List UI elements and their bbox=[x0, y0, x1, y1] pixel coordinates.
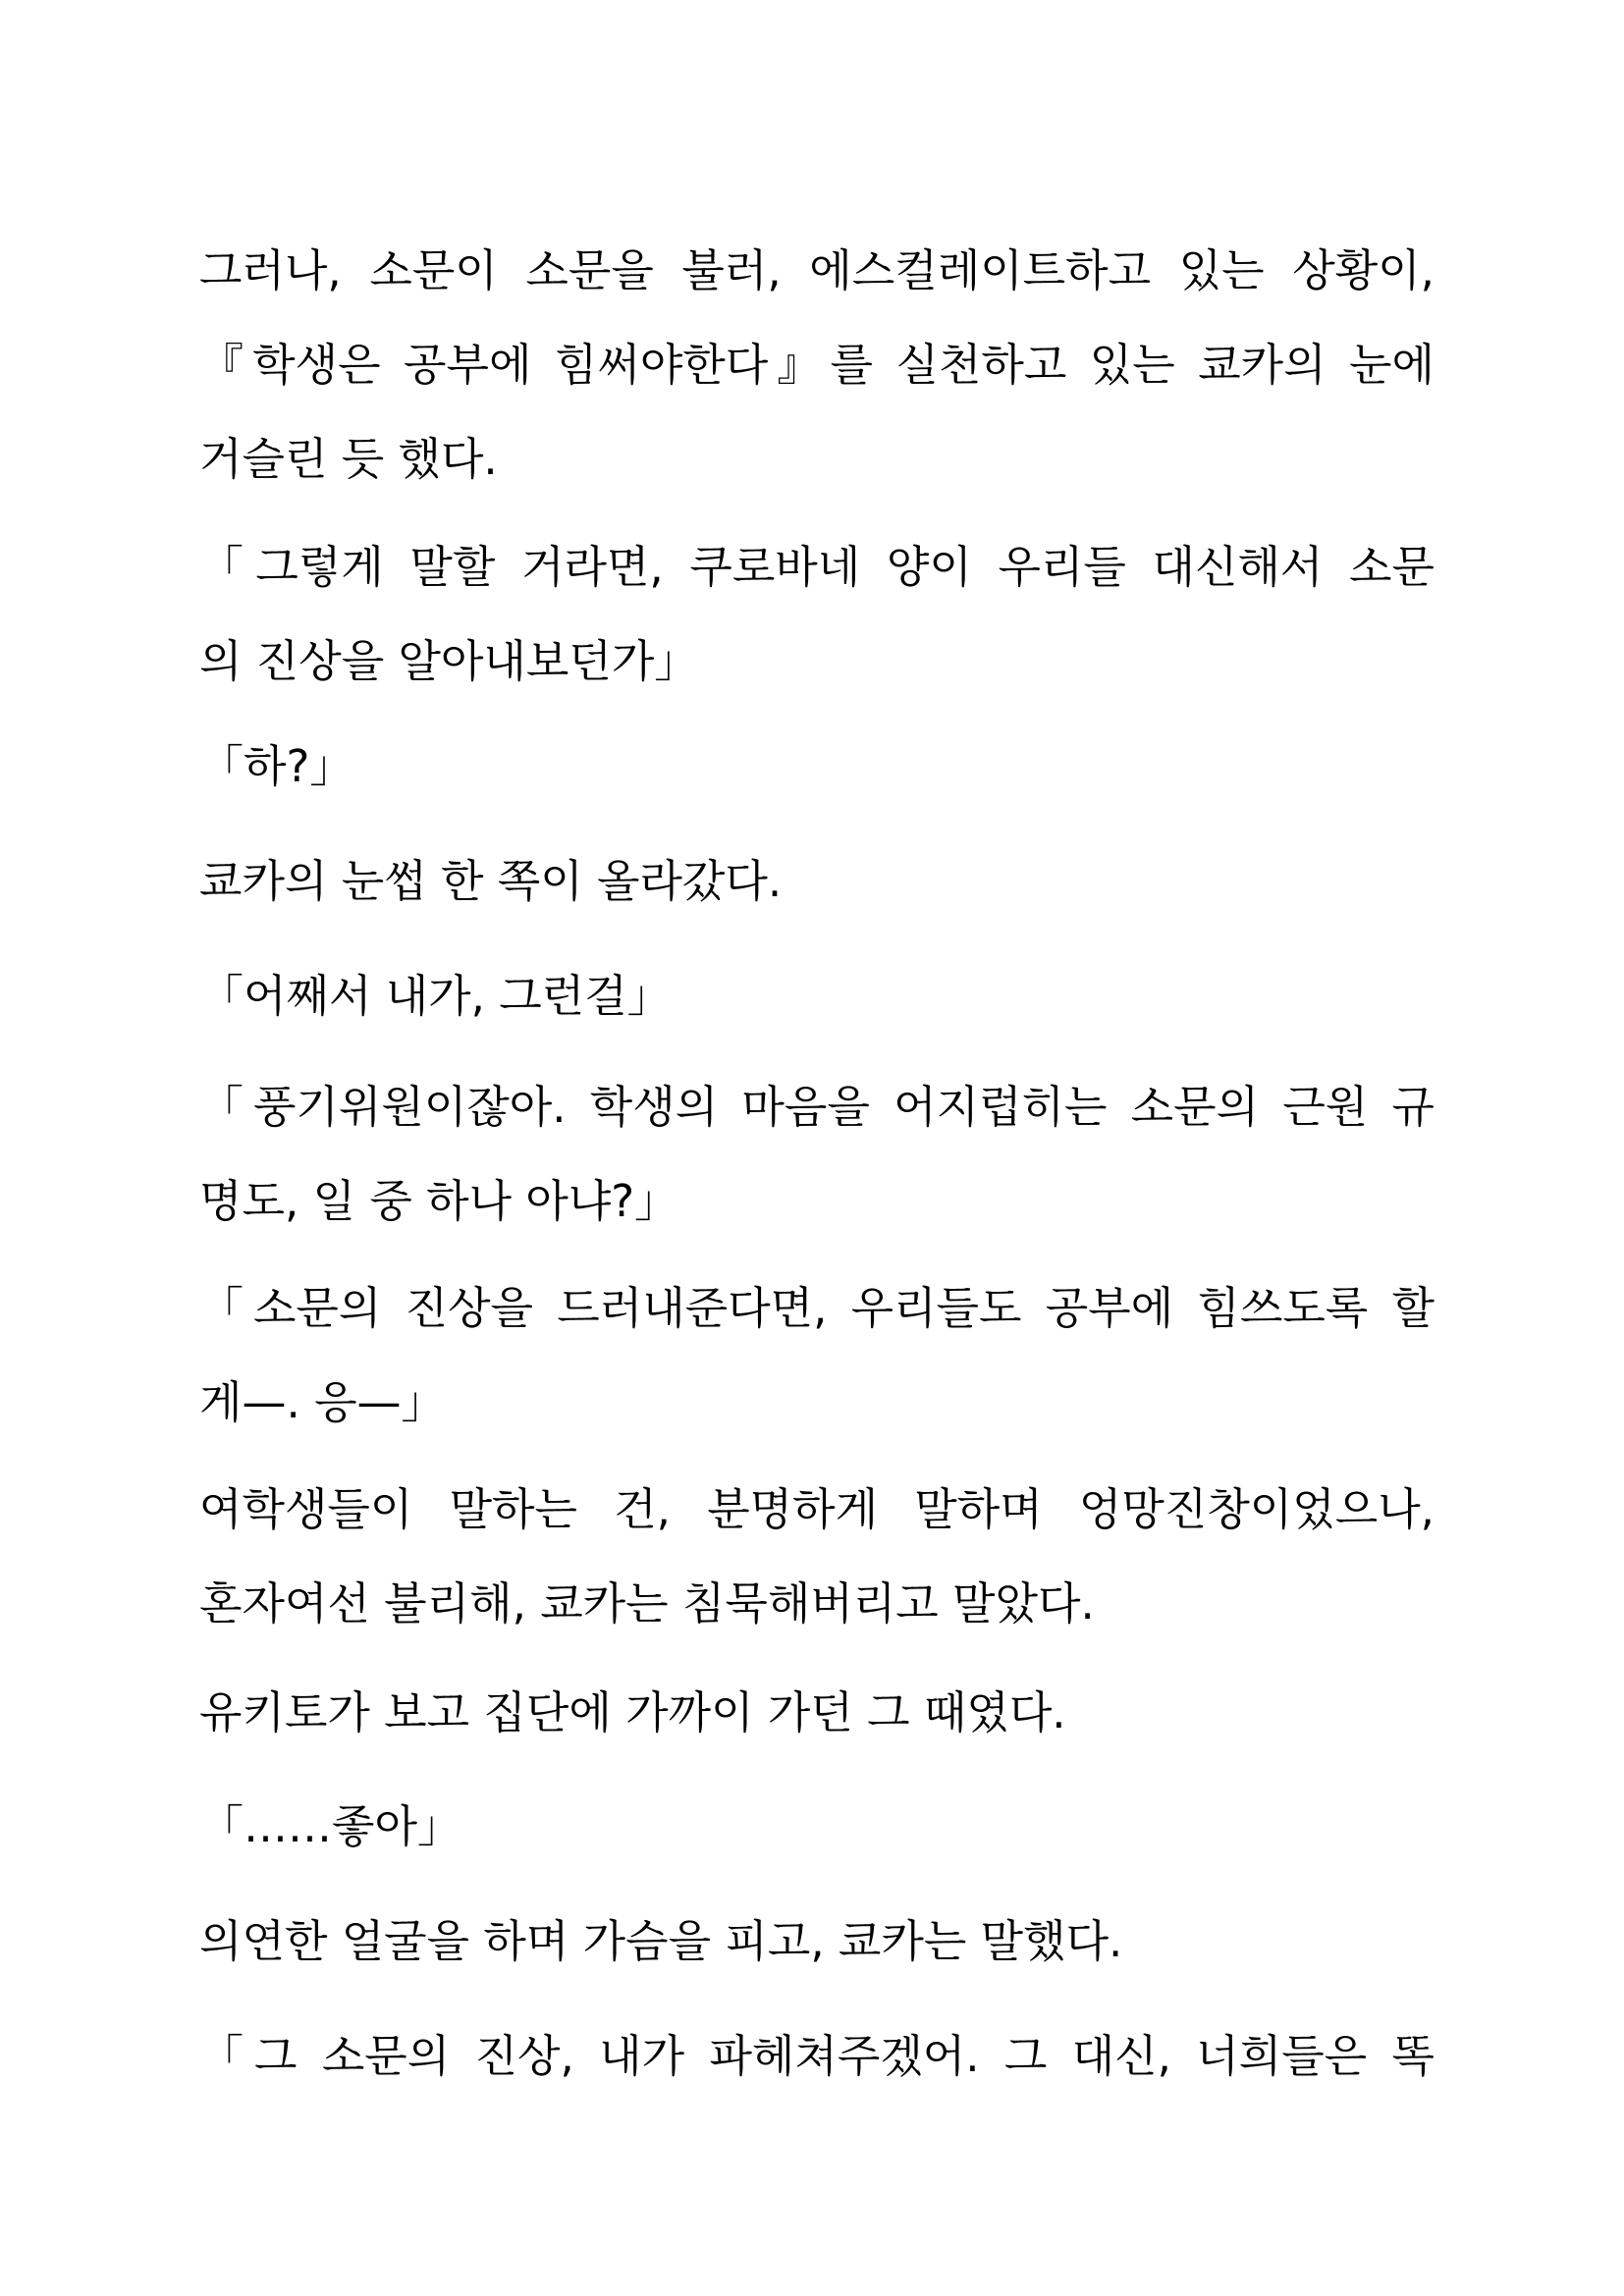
paragraph bbox=[199, 1895, 1435, 1989]
text-line: 쿄카의 눈썹 한 쪽이 올라갔다. bbox=[199, 855, 783, 907]
paragraph bbox=[199, 949, 1435, 1043]
paragraph bbox=[199, 520, 1435, 709]
text-line: 『학생은 공부에 힘써야한다』를 실천하고 있는 쿄카의 눈에 bbox=[199, 339, 1435, 391]
text-line: 의 진상을 알아내보던가」 bbox=[199, 635, 699, 687]
paragraph bbox=[199, 1780, 1435, 1874]
text-line: 「그 소문의 진상, 내가 파헤쳐주겠어. 그 대신, 너희들은 똑 bbox=[199, 2030, 1435, 2082]
paragraph bbox=[199, 1261, 1435, 1450]
paragraph bbox=[199, 2009, 1435, 2104]
text-line: 유키토가 보고 집단에 가까이 가던 그 때였다. bbox=[199, 1686, 1066, 1738]
paragraph bbox=[199, 1666, 1435, 1760]
text-line: 「어째서 내가, 그런걸」 bbox=[199, 970, 672, 1022]
paragraph bbox=[199, 224, 1435, 507]
text-line: 거슬린 듯 했다. bbox=[199, 433, 498, 485]
text-line: 「……좋아」 bbox=[199, 1800, 461, 1852]
text-line: 명도, 일 중 하나 아냐?」 bbox=[199, 1175, 679, 1227]
paragraph bbox=[199, 720, 1435, 814]
text-line: 게—. 응—」 bbox=[199, 1376, 446, 1428]
text-line: 「그렇게 말할 거라면, 쿠로바네 양이 우리들 대신해서 소문 bbox=[199, 541, 1435, 593]
text-line: 그러나, 소문이 소문을 불러, 에스컬레이트하고 있는 상황이, bbox=[199, 244, 1435, 296]
text-line: 혼자여선 불리해, 쿄카는 침묵해버리고 말았다. bbox=[199, 1577, 1095, 1629]
paragraph bbox=[199, 834, 1435, 929]
text-line: 의연한 얼굴을 하며 가슴을 피고, 쿄카는 말했다. bbox=[199, 1915, 1123, 1967]
paragraph bbox=[199, 1463, 1435, 1651]
text-line: 「소문의 진상을 드러내준다면, 우리들도 공부에 힘쓰도록 할 bbox=[199, 1282, 1435, 1334]
paragraph bbox=[199, 1060, 1435, 1249]
text-line: 「하?」 bbox=[199, 740, 354, 792]
text-line: 여학생들이 말하는 건, 분명하게 말하며 엉망진창이었으나, bbox=[199, 1483, 1435, 1535]
text-line: 「풍기위원이잖아. 학생의 마음을 어지럽히는 소문의 근원 규 bbox=[199, 1081, 1435, 1133]
